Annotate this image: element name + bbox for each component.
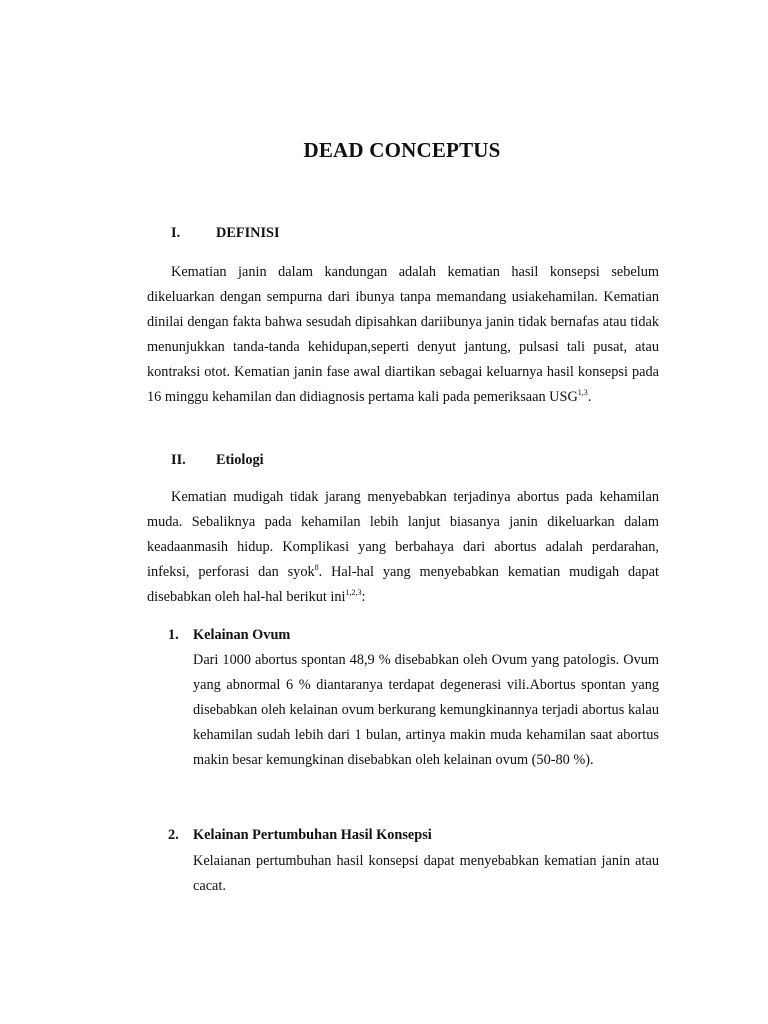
definisi-text: Kematian janin dalam kandungan adalah kematian hasil konsepsi sebelum dikeluarkan dengan sempurna dari ibunya tanpa memandang usiakehamilan. Kematian dinilai dengan fakta bahwa sesudah dipisahkan dariibunya janin tidak bernafas atau tidak menunjukkan tanda-tanda kehidupan,seperti denyut jantung, pulsasi tali pusat, atau kontraksi otot. Kematian janin fase awal diartikan sebagai keluarnya hasil konsepsi pada 16 minggu kehamilan dan didiagnosis pertama kali pada pemeriksaan USG	[147, 264, 659, 405]
etiologi-paragraph	[147, 485, 659, 610]
sentence-end: :	[361, 589, 366, 605]
etiologi-text-b: . Hal-hal yang menyebabkan kematian mudigah dapat disebabkan oleh hal-hal berikut ini	[147, 564, 659, 605]
list-item-number: 1.	[168, 627, 179, 643]
section-heading-etiologi	[171, 452, 264, 469]
section-number: I.	[171, 225, 181, 241]
list-item-title: Kelainan Ovum	[193, 627, 291, 643]
list-item-body: Kelaianan pertumbuhan hasil konsepsi dapat menyebabkan kematian janin atau cacat.	[193, 853, 659, 894]
sentence-end: .	[587, 389, 592, 405]
section-title: DEFINISI	[216, 225, 280, 241]
document-title: DEAD CONCEPTUS	[303, 138, 501, 162]
section-title: Etiologi	[216, 452, 264, 468]
citation-ref: 1,3	[577, 388, 588, 398]
list-item-heading	[168, 627, 290, 644]
section-number: II.	[171, 452, 186, 468]
citation-ref: 1,2,3	[345, 588, 362, 598]
definisi-paragraph	[147, 260, 659, 410]
section-heading-definisi	[171, 225, 280, 242]
list-item-heading	[168, 827, 432, 844]
list-item-title: Kelainan Pertumbuhan Hasil Konsepsi	[193, 827, 432, 843]
list-item-number: 2.	[168, 827, 179, 843]
etiologi-text-a: Kematian mudigah tidak jarang menyebabkan terjadinya abortus pada kehamilan muda. Sebaliknya pada kehamilan lebih lanjut biasanya janin dikeluarkan dalam keadaanmasih hidup. Komplikasi yang berbahaya dari abortus adalah perdarahan, infeksi, perforasi dan syok	[147, 489, 659, 580]
citation-ref: 8	[314, 563, 319, 573]
list-item-body: Dari 1000 abortus spontan 48,9 % disebabkan oleh Ovum yang patologis. Ovum yang abnormal 6 % diantaranya terdapat degenerasi vili.Abortus spontan yang disebabkan oleh kelainan ovum berkurang kemungkinannya terjadi abortus kalau kehamilan sudah lebih dari 1 bulan, artinya makin muda kehamilan saat abortus makin besar kemungkinan disebabkan oleh kelainan ovum (50-80 %).	[193, 652, 659, 768]
